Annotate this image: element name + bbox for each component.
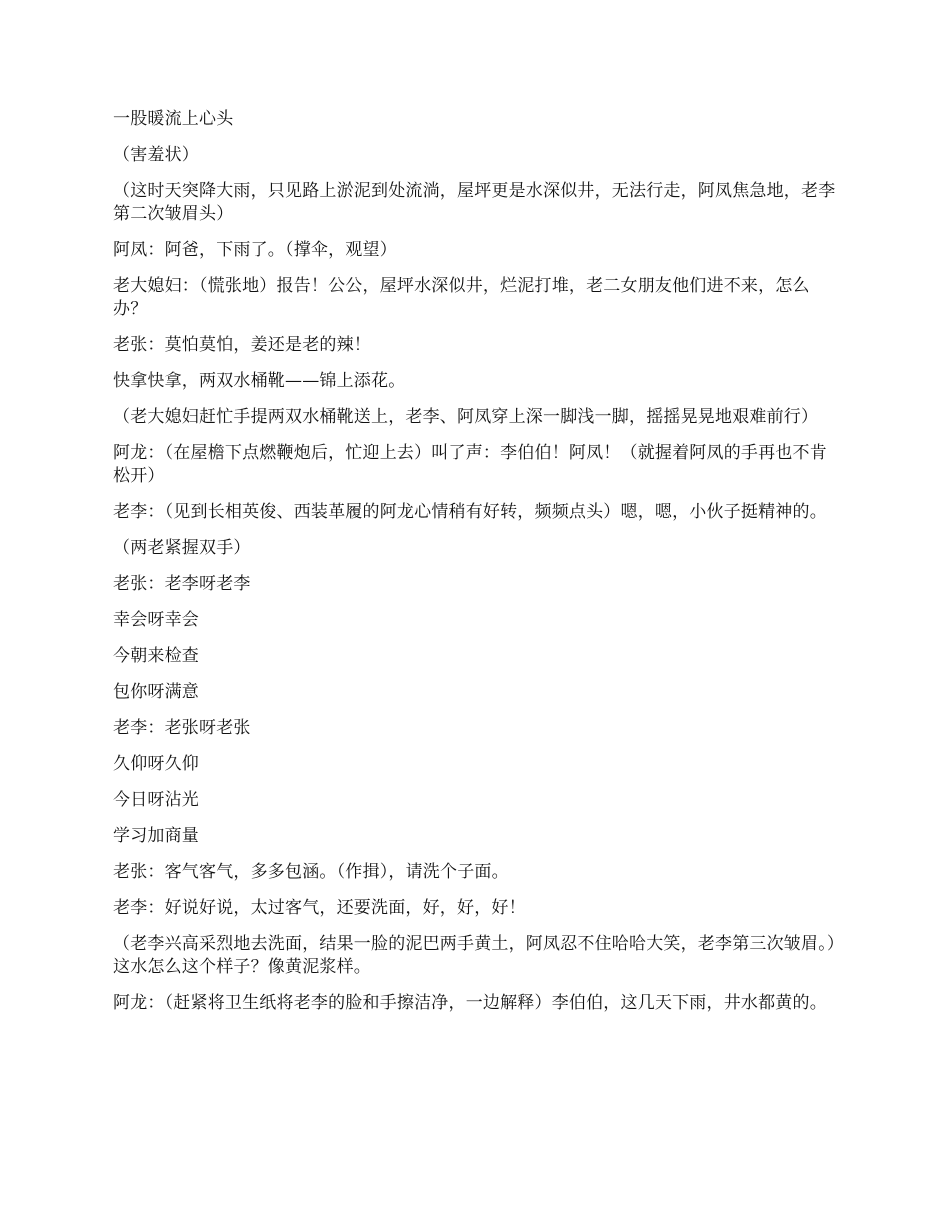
paragraph: 老张：莫怕莫怕，姜还是老的辣！ [113, 335, 371, 355]
paragraph: 阿龙：（在屋檐下点燃鞭炮后，忙迎上去）叫了声：李伯伯！阿凤！（就握着阿凤的手再也不肯松开） [113, 443, 827, 486]
paragraph: （老大媳妇赶忙手提两双水桶靴送上，老李、阿凤穿上深一脚浅一脚，摇摇晃晃地艰难前行） [113, 407, 819, 427]
paragraph: 幸会呀幸会 [113, 610, 199, 630]
paragraph: 老李：（见到长相英俊、西装革履的阿龙心情稍有好转，频频点头）嗯，嗯，小伙子挺精神的。 [113, 502, 827, 522]
paragraph: 久仰呀久仰 [113, 754, 199, 774]
paragraph: 老张：客气客气，多多包涵。（作揖），请洗个子面。 [113, 862, 509, 882]
paragraph: （这时天突降大雨，只见路上淤泥到处流淌，屋坪更是水深似井，无法行走，阿凤焦急地，老李第二次皱眉头） [113, 181, 836, 224]
paragraph: 今朝来检查 [113, 646, 199, 666]
paragraph: （两老紧握双手） [113, 538, 251, 558]
paragraph: 老大媳妇：（慌张地）报告！公公，屋坪水深似井，烂泥打堆，老二女朋友他们进不来，怎么办？ [113, 276, 810, 319]
paragraph: 一股暖流上心头 [113, 109, 234, 129]
paragraph: 快拿快拿，两双水桶靴——锦上添花。 [113, 371, 406, 391]
document-page [113, 108, 843, 1028]
paragraph: （老李兴高采烈地去洗面，结果一脸的泥巴两手黄土，阿凤忍不住哈哈大笑，老李第三次皱眉。）这水怎么这个样子？像黄泥浆样。 [113, 934, 836, 977]
paragraph: 老张：老李呀老李 [113, 574, 251, 594]
paragraph: 今日呀沾光 [113, 790, 199, 810]
paragraph: 包你呀满意 [113, 682, 199, 702]
paragraph: 老李：好说好说，太过客气，还要洗面，好，好，好！ [113, 898, 526, 918]
paragraph: （害羞状） [113, 145, 199, 165]
paragraph: 老李：老张呀老张 [113, 718, 251, 738]
paragraph: 阿凤：阿爸，下雨了。（撑伞，观望） [113, 240, 397, 260]
paragraph: 学习加商量 [113, 826, 199, 846]
paragraph: 阿龙：（赶紧将卫生纸将老李的脸和手擦洁净，一边解释）李伯伯，这几天下雨，井水都黄的。 [113, 993, 827, 1013]
